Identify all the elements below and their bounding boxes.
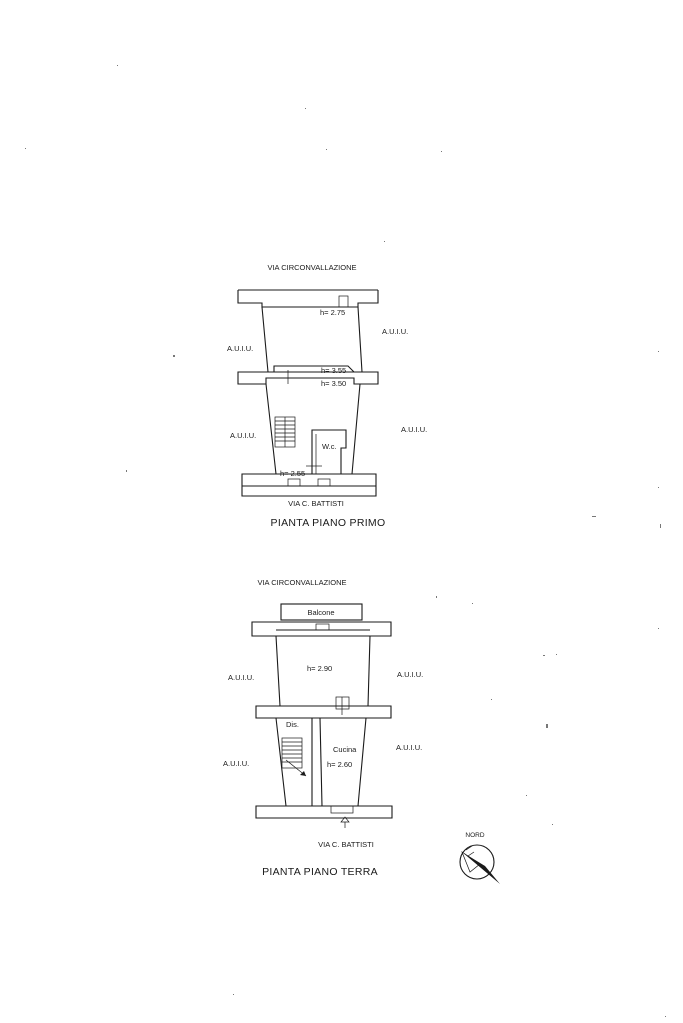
ff-neighbor-left-bottom: A.U.I.U. (230, 431, 257, 440)
ff-south-wall (242, 474, 376, 496)
gf-middle-door (336, 697, 349, 709)
north-compass (460, 832, 500, 884)
ff-neighbor-right-top: A.U.I.U. (382, 327, 409, 336)
ff-middle-wall (238, 372, 378, 384)
compass-label: NORD (465, 832, 485, 839)
ff-street-bottom: VIA C. BATTISTI (288, 499, 344, 508)
compass-needle-outline (462, 852, 480, 872)
gf-north-door (316, 624, 329, 630)
gf-entrance-arrow (341, 817, 349, 828)
gf-neighbor-right-bottom: A.U.I.U. (396, 743, 423, 752)
ff-wc-walls (312, 430, 346, 474)
gf-neighbor-left-top: A.U.I.U. (228, 673, 255, 682)
gf-dis-label: Dis. (286, 720, 299, 729)
gf-title: PIANTA PIANO TERRA (262, 866, 378, 878)
ff-wc-label: W.c. (322, 442, 337, 451)
ff-neighbor-left-top: A.U.I.U. (227, 344, 254, 353)
gf-middle-wall (256, 706, 391, 718)
ff-staircase (275, 417, 295, 447)
ff-north-window (339, 296, 348, 307)
gf-kitchen-label: Cucina (333, 745, 357, 754)
gf-balcony-label: Balcone (307, 608, 335, 617)
ff-title: PIANTA PIANO PRIMO (270, 517, 386, 529)
ff-height-mid-a: h= 3.55 (321, 366, 347, 375)
gf-staircase (282, 738, 306, 776)
first-floor-street-top: VIA CIRCONVALLAZIONE (267, 263, 357, 272)
ground-floor-plan (223, 578, 423, 878)
gf-height-front: h= 2.90 (307, 664, 333, 673)
ff-front-room (262, 307, 362, 372)
ff-height-mid-b: h= 3.50 (321, 379, 347, 388)
gf-height-kitchen: h= 2.60 (327, 760, 353, 769)
ff-south-window-b (318, 479, 330, 486)
ff-south-window-a (288, 479, 300, 486)
ff-height-back: h= 2.55 (280, 469, 306, 478)
compass-needle-icon (462, 852, 500, 884)
ff-height-front: h= 2.75 (320, 308, 346, 317)
gf-south-entrance (331, 806, 353, 813)
first-floor-plan (227, 263, 427, 529)
gf-street-top: VIA CIRCONVALLAZIONE (257, 578, 347, 587)
gf-neighbor-right-top: A.U.I.U. (397, 670, 424, 679)
gf-neighbor-left-bottom: A.U.I.U. (223, 759, 250, 768)
gf-street-bottom: VIA C. BATTISTI (318, 840, 374, 849)
ff-neighbor-right-bottom: A.U.I.U. (401, 425, 428, 434)
ff-north-wall (238, 290, 378, 307)
gf-south-wall (256, 806, 392, 818)
